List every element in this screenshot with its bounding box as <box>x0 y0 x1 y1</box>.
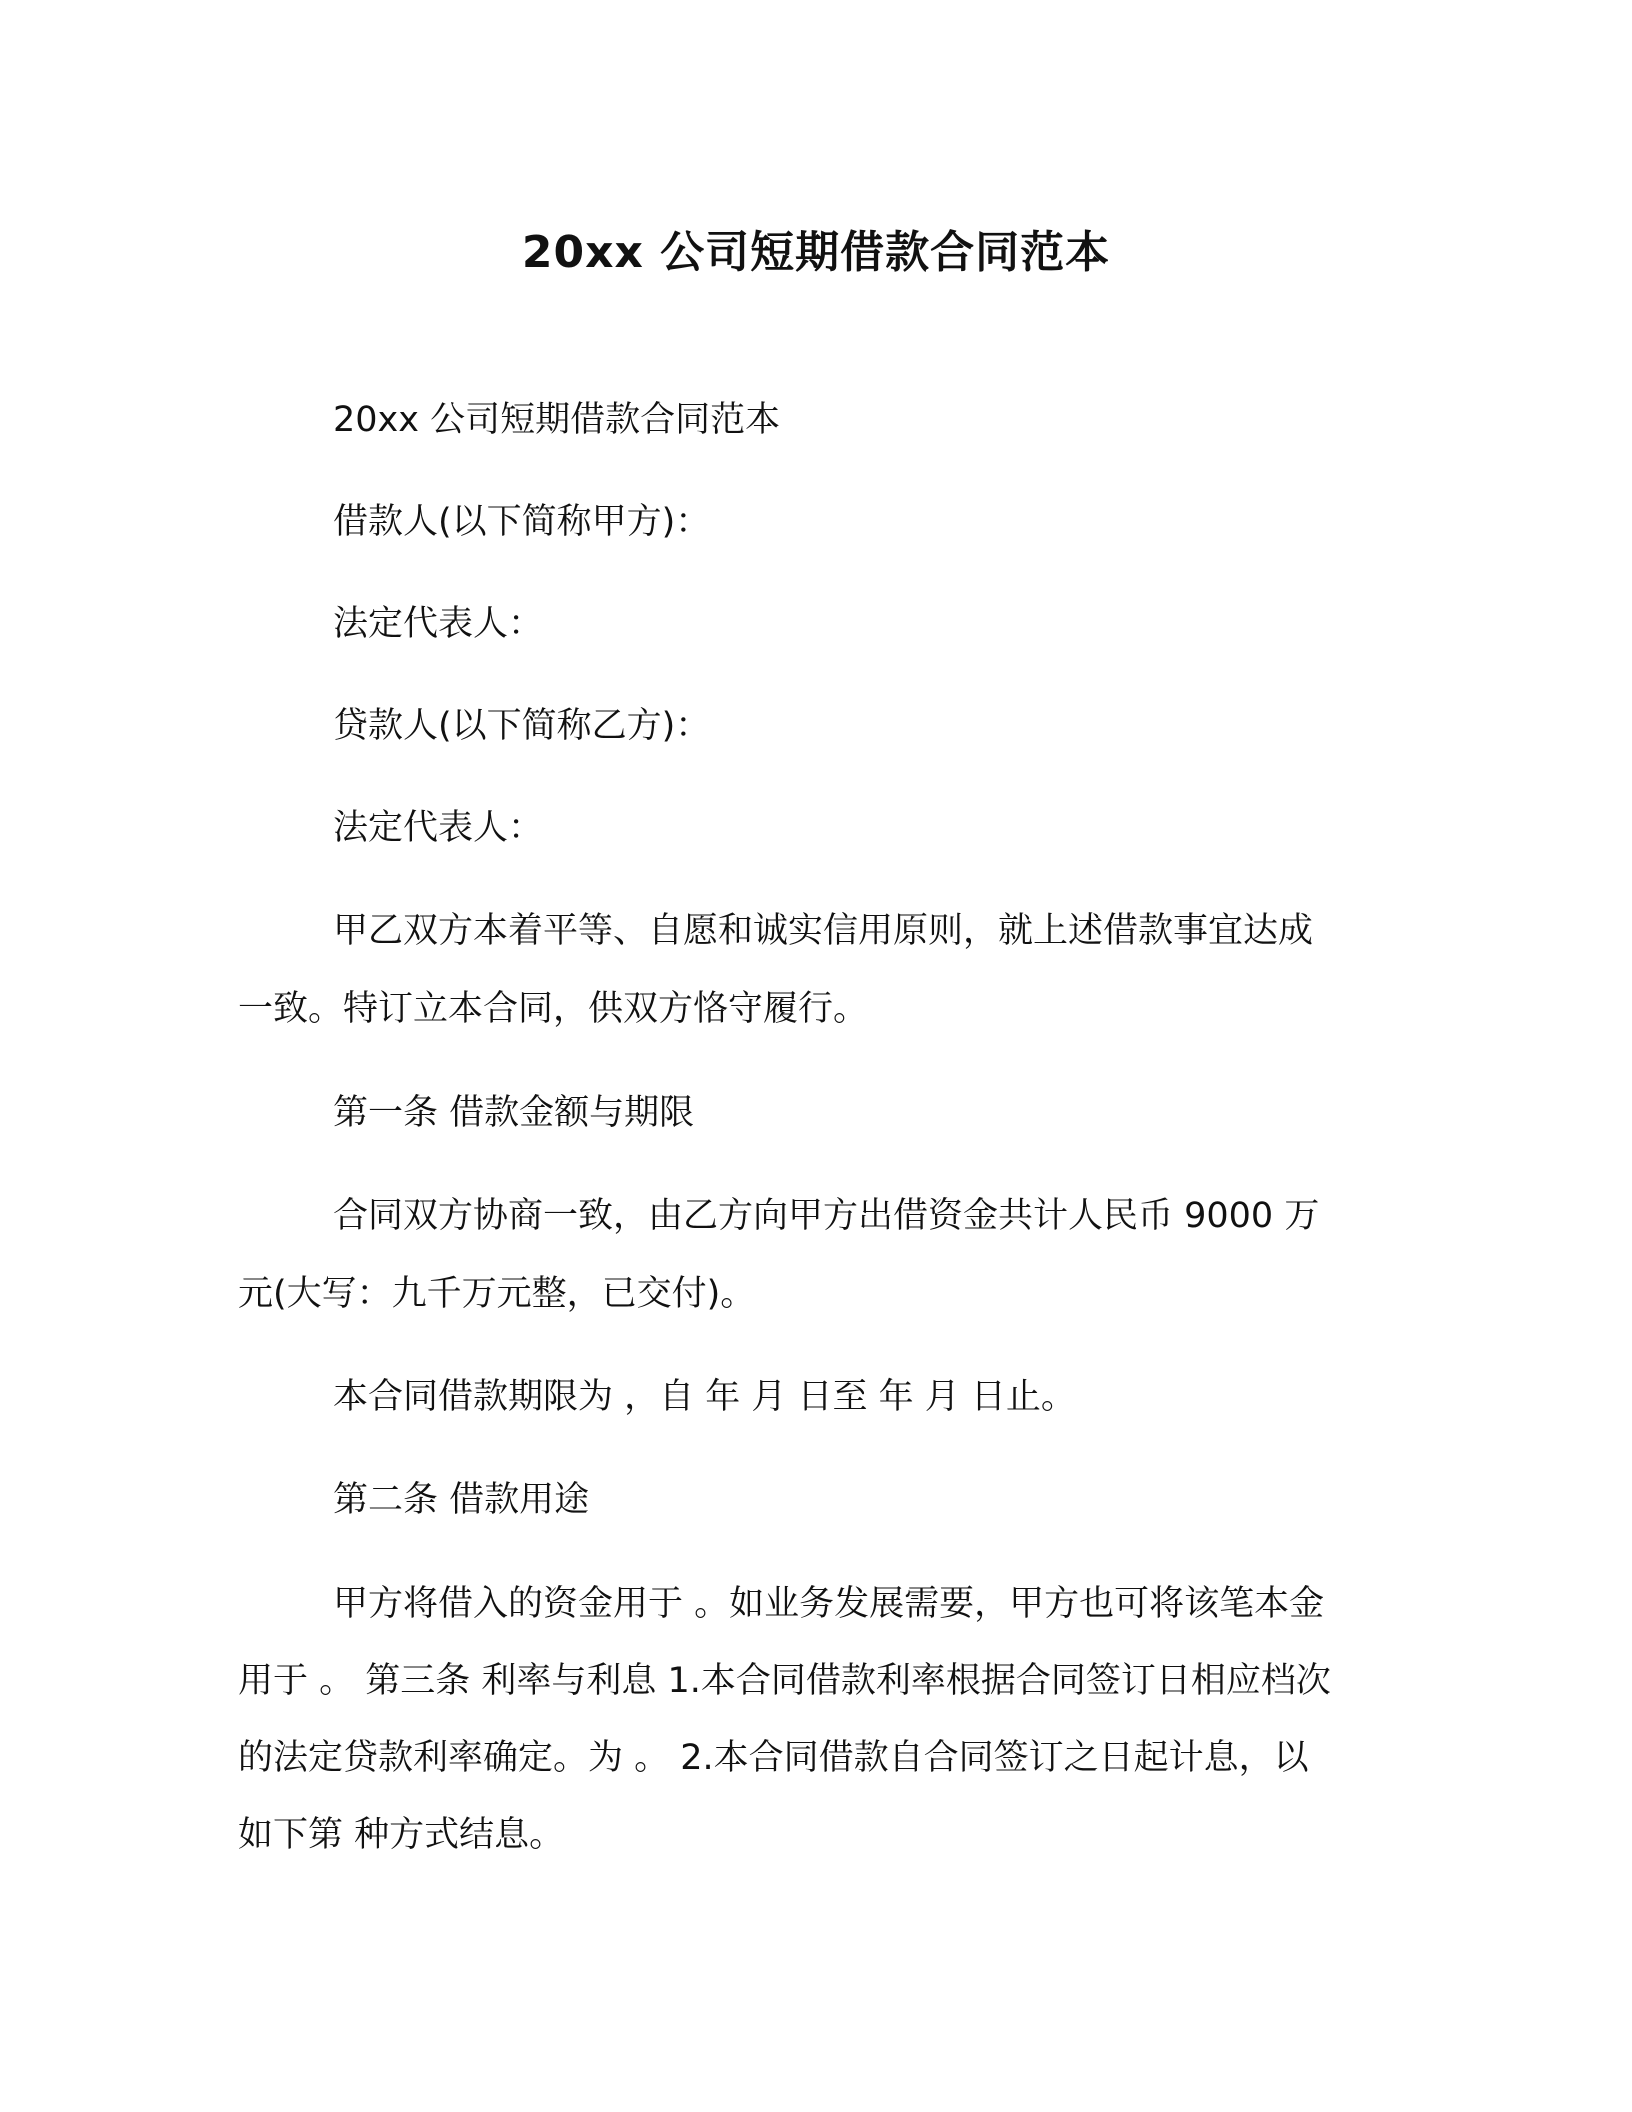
article-1-heading: 第一条 借款金额与期限 <box>333 1093 695 1133</box>
paragraph-lender-representative: 法定代表人： <box>333 808 544 848</box>
paragraph-borrower: 借款人(以下简称甲方)： <box>333 502 711 542</box>
article-3-body-line-2: 如下第 种方式结息。 <box>238 1815 565 1855</box>
article-1-term: 本合同借款期限为 ，自 年 月 日至 年 月 日止。 <box>333 1377 1076 1417</box>
paragraph-subtitle: 20xx 公司短期借款合同范本 <box>333 400 781 440</box>
document-title: 20xx 公司短期借款合同范本 <box>521 227 1111 278</box>
paragraph-preamble-line-1: 甲乙双方本着平等、自愿和诚实信用原则，就上述借款事宜达成 <box>333 911 1314 951</box>
article-3-body-line-1: 的法定贷款利率确定。为 。 2.本合同借款自合同签订之日起计息，以 <box>238 1738 1309 1778</box>
paragraph-lender: 贷款人(以下简称乙方)： <box>333 706 711 746</box>
article-1-amount-line-1: 合同双方协商一致，由乙方向甲方出借资金共计人民币 9000 万 <box>333 1196 1320 1236</box>
article-2-body-line-1: 甲方将借入的资金用于 。如业务发展需要，甲方也可将该笔本金 <box>333 1584 1325 1624</box>
article-2-heading: 第二条 借款用途 <box>333 1480 590 1520</box>
paragraph-preamble-line-2: 一致。特订立本合同，供双方恪守履行。 <box>238 989 869 1029</box>
article-1-amount-line-2: 元(大写：九千万元整，已交付)。 <box>238 1274 756 1314</box>
paragraph-borrower-representative: 法定代表人： <box>333 604 544 644</box>
article-2-body-line-2: 用于 。 第三条 利率与利息 1.本合同借款利率根据合同签订日相应档次 <box>238 1661 1331 1701</box>
